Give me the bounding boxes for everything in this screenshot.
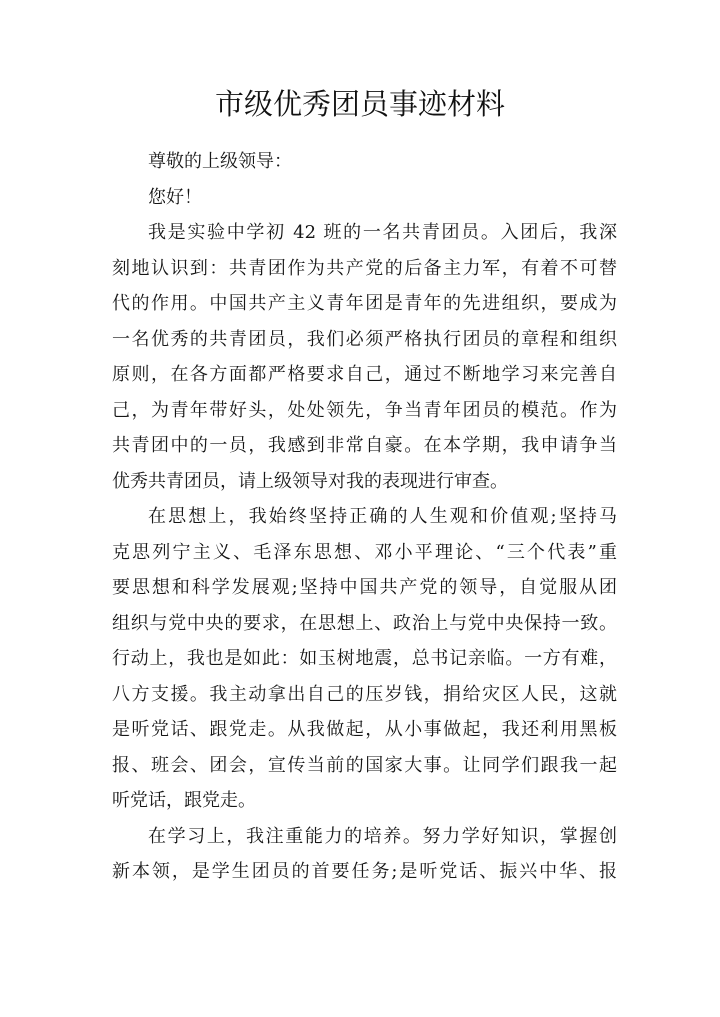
paragraph-line: 报、班会、团会，宣传当前的国家大事。让同学们跟我一起	[112, 754, 617, 776]
paragraph-line: 在思想上，我始终坚持正确的人生观和价值观;坚持马	[148, 506, 617, 527]
paragraph-line: 八方支援。我主动拿出自己的压岁钱，捐给灾区人民，这就	[112, 683, 617, 705]
paragraph-line: 组织与党中央的要求，在思想上、政治上与党中央保持一致。	[112, 612, 617, 634]
salutation-line: 尊敬的上级领导：	[148, 151, 292, 172]
paragraph-line: 是听党话、跟党走。从我做起，从小事做起，我还利用黑板	[112, 719, 617, 740]
paragraph-line: 共青团中的一员，我感到非常自豪。在本学期，我申请争当	[112, 435, 617, 456]
paragraph-line: 刻地认识到：共青团作为共产党的后备主力军，有着不可替	[112, 257, 617, 279]
paragraph-line: 己，为青年带好头，处处领先，争当青年团员的模范。作为	[112, 399, 617, 421]
paragraph-line: 代的作用。中国共产主义青年团是青年的先进组织，要成为	[112, 293, 617, 314]
document-title: 市级优秀团员事迹材料	[214, 87, 505, 121]
paragraph-line: 克思列宁主义、毛泽东思想、邓小平理论、“三个代表”重	[112, 541, 617, 563]
paragraph-line: 我是实验中学初 42 班的一名共青团员。入团后，我深	[148, 222, 617, 243]
paragraph-line: 新本领，是学生团员的首要任务;是听党话、振兴中华、报	[112, 861, 617, 882]
paragraph-line: 原则，在各方面都严格要求自己，通过不断地学习来完善自	[112, 364, 617, 385]
paragraph-line: 行动上，我也是如此：如玉树地震，总书记亲临。一方有难，	[112, 648, 617, 669]
document-body	[112, 144, 617, 890]
paragraph-line: 优秀共青团员，请上级领导对我的表现进行审查。	[112, 470, 508, 492]
paragraph-line: 要思想和科学发展观;坚持中国共产党的领导，自觉服从团	[112, 577, 617, 598]
paragraph-line: 听党话，跟党走。	[112, 790, 256, 811]
paragraph-line: 在学习上，我注重能力的培养。努力学好知识，掌握创	[148, 825, 617, 847]
paragraph-line: 一名优秀的共青团员，我们必须严格执行团员的章程和组织	[112, 328, 617, 350]
greeting-line: 您好！	[148, 186, 202, 208]
